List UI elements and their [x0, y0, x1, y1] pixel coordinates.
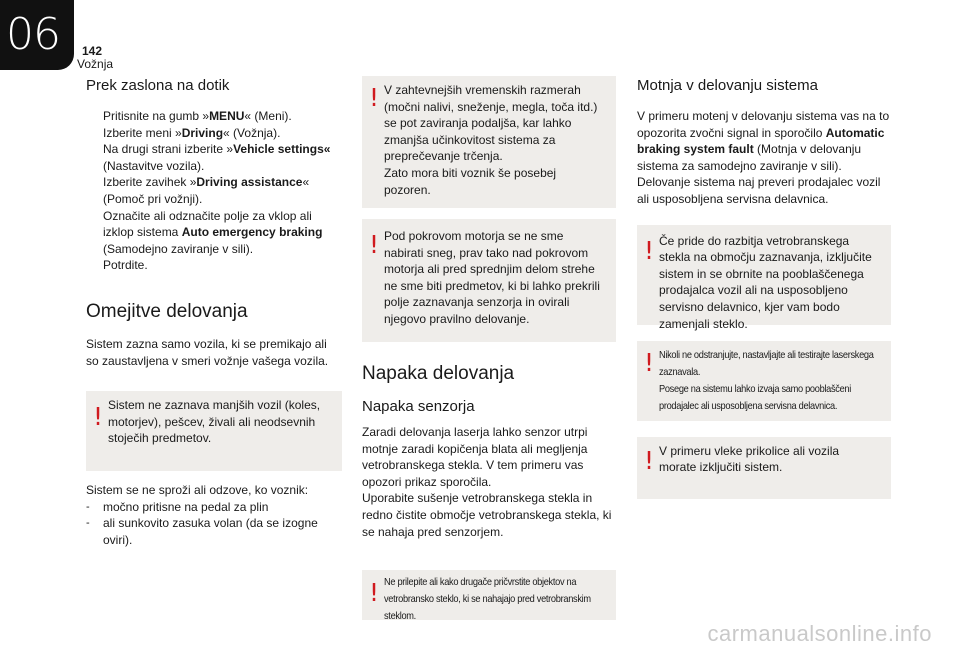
- no-trigger-list: [86, 499, 342, 549]
- step-item: [86, 174, 342, 207]
- no-trigger-intro: Sistem se ne sproži ali odzove, ko voznik:: [86, 483, 309, 498]
- sensor-heading: Napaka senzorja: [362, 398, 475, 415]
- text-fragment: (Samodejno zaviranje v sili).: [103, 241, 254, 256]
- text-fragment: (Motnja v delovanju sistema za samodejno zaviranje v sili). Delovanje sistema naj preveri prodajalec vozil ali usposobljena servisna delavnica.: [637, 142, 881, 206]
- warning-box-tamper: [637, 341, 891, 421]
- limits-heading: Omejitve delovanja: [86, 300, 248, 322]
- warning-text: Pod pokrovom motorja se ne sme nabirati sneg, prav tako nad pokrovom motorja ali pred sprednjim delom strehe ne sme biti predmetov, ki bi lahko prekrili polje zaznavanja senzorja in ovirali njegovo pravilno delovanje.: [384, 229, 600, 326]
- bold-term: Automatic braking system fault: [637, 125, 885, 157]
- page-number: 142: [82, 44, 103, 58]
- text-fragment: Pritisnite na gumb »: [103, 109, 210, 123]
- limits-text: Sistem zazna samo vozila, ki se premikajo ali so zaustavljena v smeri vožnje vašega vozila.: [86, 336, 329, 368]
- chapter-number: 06: [6, 9, 60, 60]
- bold-term: Driving: [181, 125, 224, 140]
- step-item: [86, 108, 342, 125]
- text-fragment: Na drugi strani izberite »: [103, 142, 234, 157]
- warning-text: Nikoli ne odstranjujte, nastavljajte ali testirajte laserskega zaznavala. Posege na sistemu lahko izvaja samo pooblaščeni prodajalec ali usposobljena servisna delavnica.: [659, 348, 874, 412]
- column-2: [362, 76, 616, 623]
- list-item-text: ali sunkovito zasuka volan (da se izogne oviri).: [103, 516, 318, 547]
- warning-box-glass: [637, 225, 891, 331]
- malfunction-text: [637, 108, 891, 208]
- list-item: [86, 515, 342, 548]
- warning-text: Ne prilepite ali kako drugače pričvrstite objektov na vetrobransko steklo, ki se nahajajo pred vetrobranskim steklom.: [384, 576, 591, 623]
- fault-heading: Napaka delovanja: [362, 363, 515, 384]
- warning-icon: !: [93, 402, 104, 432]
- dash-bullet: -: [86, 500, 90, 513]
- warning-text: Sistem ne zaznava manjših vozil (koles, motorjev), pešcev, živali ali neodsevnih stoječih predmetov.: [108, 398, 321, 446]
- bold-term: MENU: [209, 109, 245, 123]
- text-fragment: Izberite zavihek »: [103, 175, 197, 190]
- step-item: [86, 141, 342, 174]
- warning-box-weather: [362, 76, 616, 208]
- text-fragment: V primeru motenj v delovanju sistema vas na to opozorita zvočni signal in sporočilo: [637, 109, 890, 140]
- sensor-text: Zaradi delovanja laserja lahko senzor utrpi motnje zaradi kopičenja blata ali megljenja vetrobranskega stekla. V tem primeru vas opozori prikaz sporočila. Uporabite sušenje vetrobranskega stekla in redno čistite območje vetrobranskega stekla, ki se nahaja pred senzorjem.: [362, 425, 612, 539]
- warning-text: Če pride do razbitja vetrobranskega stekla na območju zaznavanja, izključite sistem in se obrnite na pooblaščenega prodajalca vozil ali na usposobljeno servisno delavnico, kjer vam bodo zamenjali steklo.: [659, 233, 872, 331]
- warning-text: V zahtevnejših vremenskih razmerah (močni nalivi, sneženje, megla, toča itd.) se pot zaviranja podaljša, kar lahko zmanjša učinkovitost sistema za preprečevanje trčenja. Zato mora biti voznik še posebej pozoren.: [384, 83, 598, 197]
- dash-bullet: -: [86, 517, 90, 530]
- warning-icon: !: [644, 235, 655, 265]
- touchscreen-heading: Prek zaslona na dotik: [86, 77, 230, 94]
- step-item: [86, 125, 342, 142]
- warning-icon: !: [644, 445, 655, 475]
- text-fragment: « (Vožnja).: [223, 125, 281, 140]
- text-fragment: Izberite meni »: [103, 125, 182, 140]
- list-item-text: močno pritisne na pedal za plin: [103, 499, 269, 514]
- section-name: Vožnja: [77, 57, 114, 71]
- warning-box-hood: [362, 219, 616, 342]
- malfunction-heading: Motnja v delovanju sistema: [637, 77, 818, 94]
- warning-icon: !: [644, 347, 655, 377]
- step-item: [86, 208, 342, 258]
- chapter-tab: [0, 0, 74, 70]
- text-fragment: « (Meni).: [244, 109, 292, 123]
- text-fragment: « (Pomoč pri vožnji).: [103, 175, 310, 206]
- column-1: [86, 76, 342, 549]
- bold-term: Auto emergency braking: [181, 225, 323, 240]
- list-item: [86, 499, 342, 516]
- warning-text: V primeru vleke prikolice ali vozila morate izključiti sistem.: [659, 443, 840, 475]
- warning-box-small-objects: [86, 391, 342, 471]
- warning-icon: !: [369, 230, 380, 259]
- text-fragment: (Nastavitve vozila).: [103, 158, 205, 173]
- step-item: [86, 257, 342, 274]
- column-3: [637, 76, 891, 499]
- text-fragment: Označite ali odznačite polje za vklop ali izklop sistema: [103, 208, 312, 240]
- warning-box-stickers: [362, 570, 616, 623]
- warning-icon: !: [369, 578, 380, 608]
- watermark: carmanualsonline.info: [707, 621, 932, 646]
- warning-box-trailer: [637, 437, 891, 499]
- warning-icon: !: [369, 83, 380, 112]
- bold-term: Driving assistance: [196, 175, 303, 190]
- steps-list: [86, 108, 342, 274]
- bold-term: Vehicle settings«: [233, 142, 331, 157]
- text-fragment: Potrdite.: [103, 258, 148, 273]
